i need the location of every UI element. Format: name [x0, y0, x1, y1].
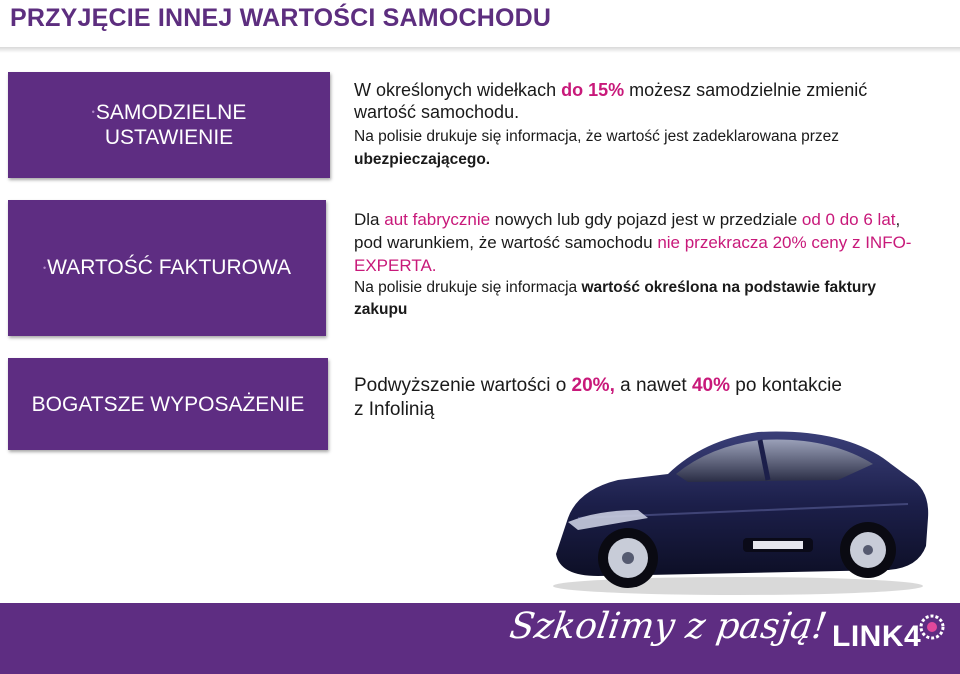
bullet-icon: •	[91, 107, 95, 118]
footer-slogan: Szkolimy z pasją!	[507, 606, 830, 647]
brand-logo-text: LINK4	[832, 620, 922, 653]
section-label	[92, 100, 247, 151]
title-divider	[0, 47, 960, 53]
label-box-wartosc-fakturowa	[8, 200, 326, 336]
section-label: •WARTOŚĆ FAKTUROWA	[42, 256, 291, 280]
paragraph-2: Na polisie drukuje się informacja, że wartość jest zadeklarowana przez ubezpieczającego.	[354, 128, 840, 168]
label-line-1: SAMODZIELNE	[95, 100, 247, 124]
car-image	[538, 418, 930, 598]
paragraph-1: Dla aut fabrycznie nowych lub gdy pojazd jest w przedziale od 0 do 6 lat, pod warunkiem, że wartość samochodu nie przekracza 20% ceny z INFO-EXPERTA.	[354, 210, 912, 275]
label-box-samodzielne-ustawienie	[8, 72, 330, 178]
paragraph-1: W określonych widełkach do 15% możesz samodzielnie zmienić wartość samochodu.	[354, 80, 868, 122]
label-line-2: USTAWIENIE	[104, 126, 234, 150]
section-text-fakturowa	[354, 208, 924, 321]
section-label: BOGATSZE WYPOSAŻENIE	[31, 392, 305, 416]
paragraph-2: Na polisie drukuje się informacja wartość określona na podstawie faktury zakupu	[354, 279, 877, 318]
section-text-wyposazenie: Podwyższenie wartości o 20%, a nawet 40% po kontakcie z Infolinią	[354, 375, 842, 420]
bullet-icon: •	[42, 262, 47, 273]
brand-logo-icon	[918, 613, 946, 641]
page-title: PRZYJĘCIE INNEJ WARTOŚCI SAMOCHODU	[10, 4, 552, 32]
section-text-samodzielne	[354, 79, 914, 171]
label-box-bogatsze-wyposazenie	[8, 358, 328, 450]
